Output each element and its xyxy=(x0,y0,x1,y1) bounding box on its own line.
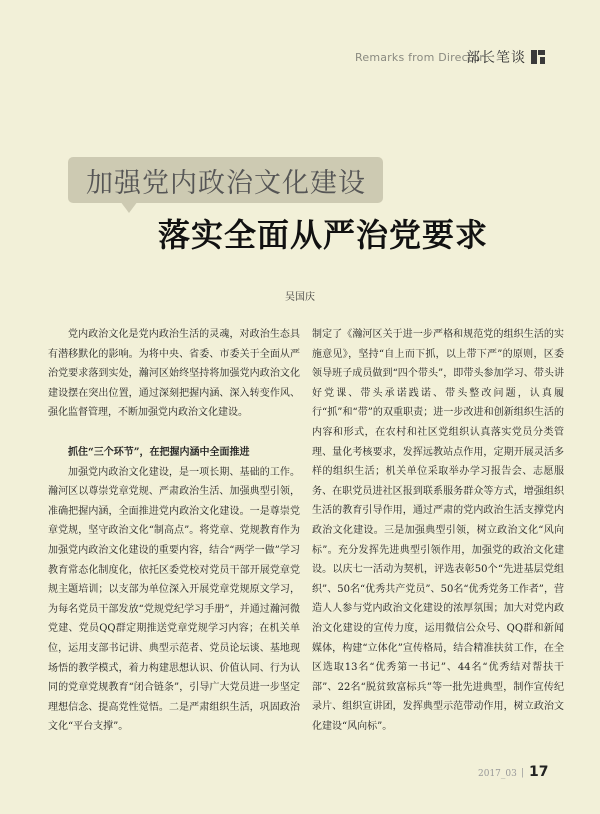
left-column xyxy=(48,325,300,737)
right-column xyxy=(312,325,564,736)
article-title-top: 加强党内政治文化建设 xyxy=(86,168,366,199)
section-mark-icon xyxy=(531,50,545,64)
section-label-en: Remarks from Director xyxy=(355,51,484,64)
article-author: 吴国庆 xyxy=(285,292,315,303)
page-number: 17 xyxy=(529,764,549,780)
issue-date: 2017_03 xyxy=(478,769,517,779)
section-label-cn: 部长笔谈 xyxy=(466,50,526,66)
section-subheading: 抓住“三个环节”，在把握内涵中全面推进 xyxy=(68,446,250,458)
body-paragraph: 制定了《瀚河区关于进一步严格和规范党的组织生活的实施意见》，坚持“自上而下抓，以上带下严”的原则，区委领导班子成员做到“四个带头”，即带头参加学习、带头讲好党课、带头承诺践诺、带头整改问题，认真履行“抓”和“带”的双重职责；进一步改进和创新组织生活的内容和形式，在农村和社区党组织认真落实党员分类管理、量化考核要求，发挥远教站点作用，定期开展灵活多样的组织生活；机关单位采取举办学习报告会、志愿服务、在职党员进社区报到联系服务群众等方式，增强组织生活的教育引导作用，通过严肃的党内政治生活支撑党内政治文化建设。三是加强典型引领，树立政治文化“风向标”。充分发挥先进典型引领作用，加强党的政治文化建设。以庆七一活动为契机，评选表彰50个“先进基层党组织”、50名“优秀共产党员”、50名“优秀党务工作者”，营造人人参与党内政治文化建设的浓厚氛围；加大对党内政治文化建设的宣传力度，运用微信公众号、QQ群和新闻媒体，构建“立体化”宣传格局，结合精准扶贫工作，在全区选取13名“优秀第一书记”、44名“优秀结对帮扶干部”、22名“脱贫致富标兵”等一批先进典型，制作宣传纪录片、组织宣讲团，发挥典型示范带动作用，树立政治文化建设“风向标”。 xyxy=(312,329,564,732)
title-bubble-tail xyxy=(120,201,138,213)
body-paragraph: 加强党内政治文化建设，是一项长期、基础的工作。瀚河区以尊崇党章党规、严肃政治生活、加强典型引领，准确把握内涵，全面推进党内政治文化建设。一是尊崇党章党规，坚守政治文化“制高点”。将党章、党规教育作为加强党内政治文化建设的重要内容，结合“两学一做”学习教育常态化制度化，依托区委党校对党员干部开展党章党规主题培训；以支部为单位深入开展党章党规原文学习，为每名党员干部发放“党规党纪学习手册”，并通过瀚河微党建、党员QQ群定期推送党章党规学习内容；在机关单位，运用支部书记讲、典型示范者、党员论坛谈、基地现场悟的教学模式，着力构建思想认识、价值认同、行为认同的党章党规教育“闭合链条”，引导广大党员进一步坚定理想信念、提高党性觉悟。二是严肃组织生活，巩固政治文化“平台支撑”。 xyxy=(48,466,300,733)
intro-paragraph: 党内政治文化是党内政治生活的灵魂，对政治生态具有潜移默化的影响。为将中央、省委、市委关于全面从严治党要求落到实处，瀚河区始终坚持将加强党内政治文化建设摆在突出位置，通过深刻把握内涵、深入转变作风、强化监督管理，不断加强党内政治文化建设。 xyxy=(48,329,300,419)
footer-separator: | xyxy=(521,768,525,778)
article-title-main: 落实全面从严治党要求 xyxy=(158,216,489,254)
